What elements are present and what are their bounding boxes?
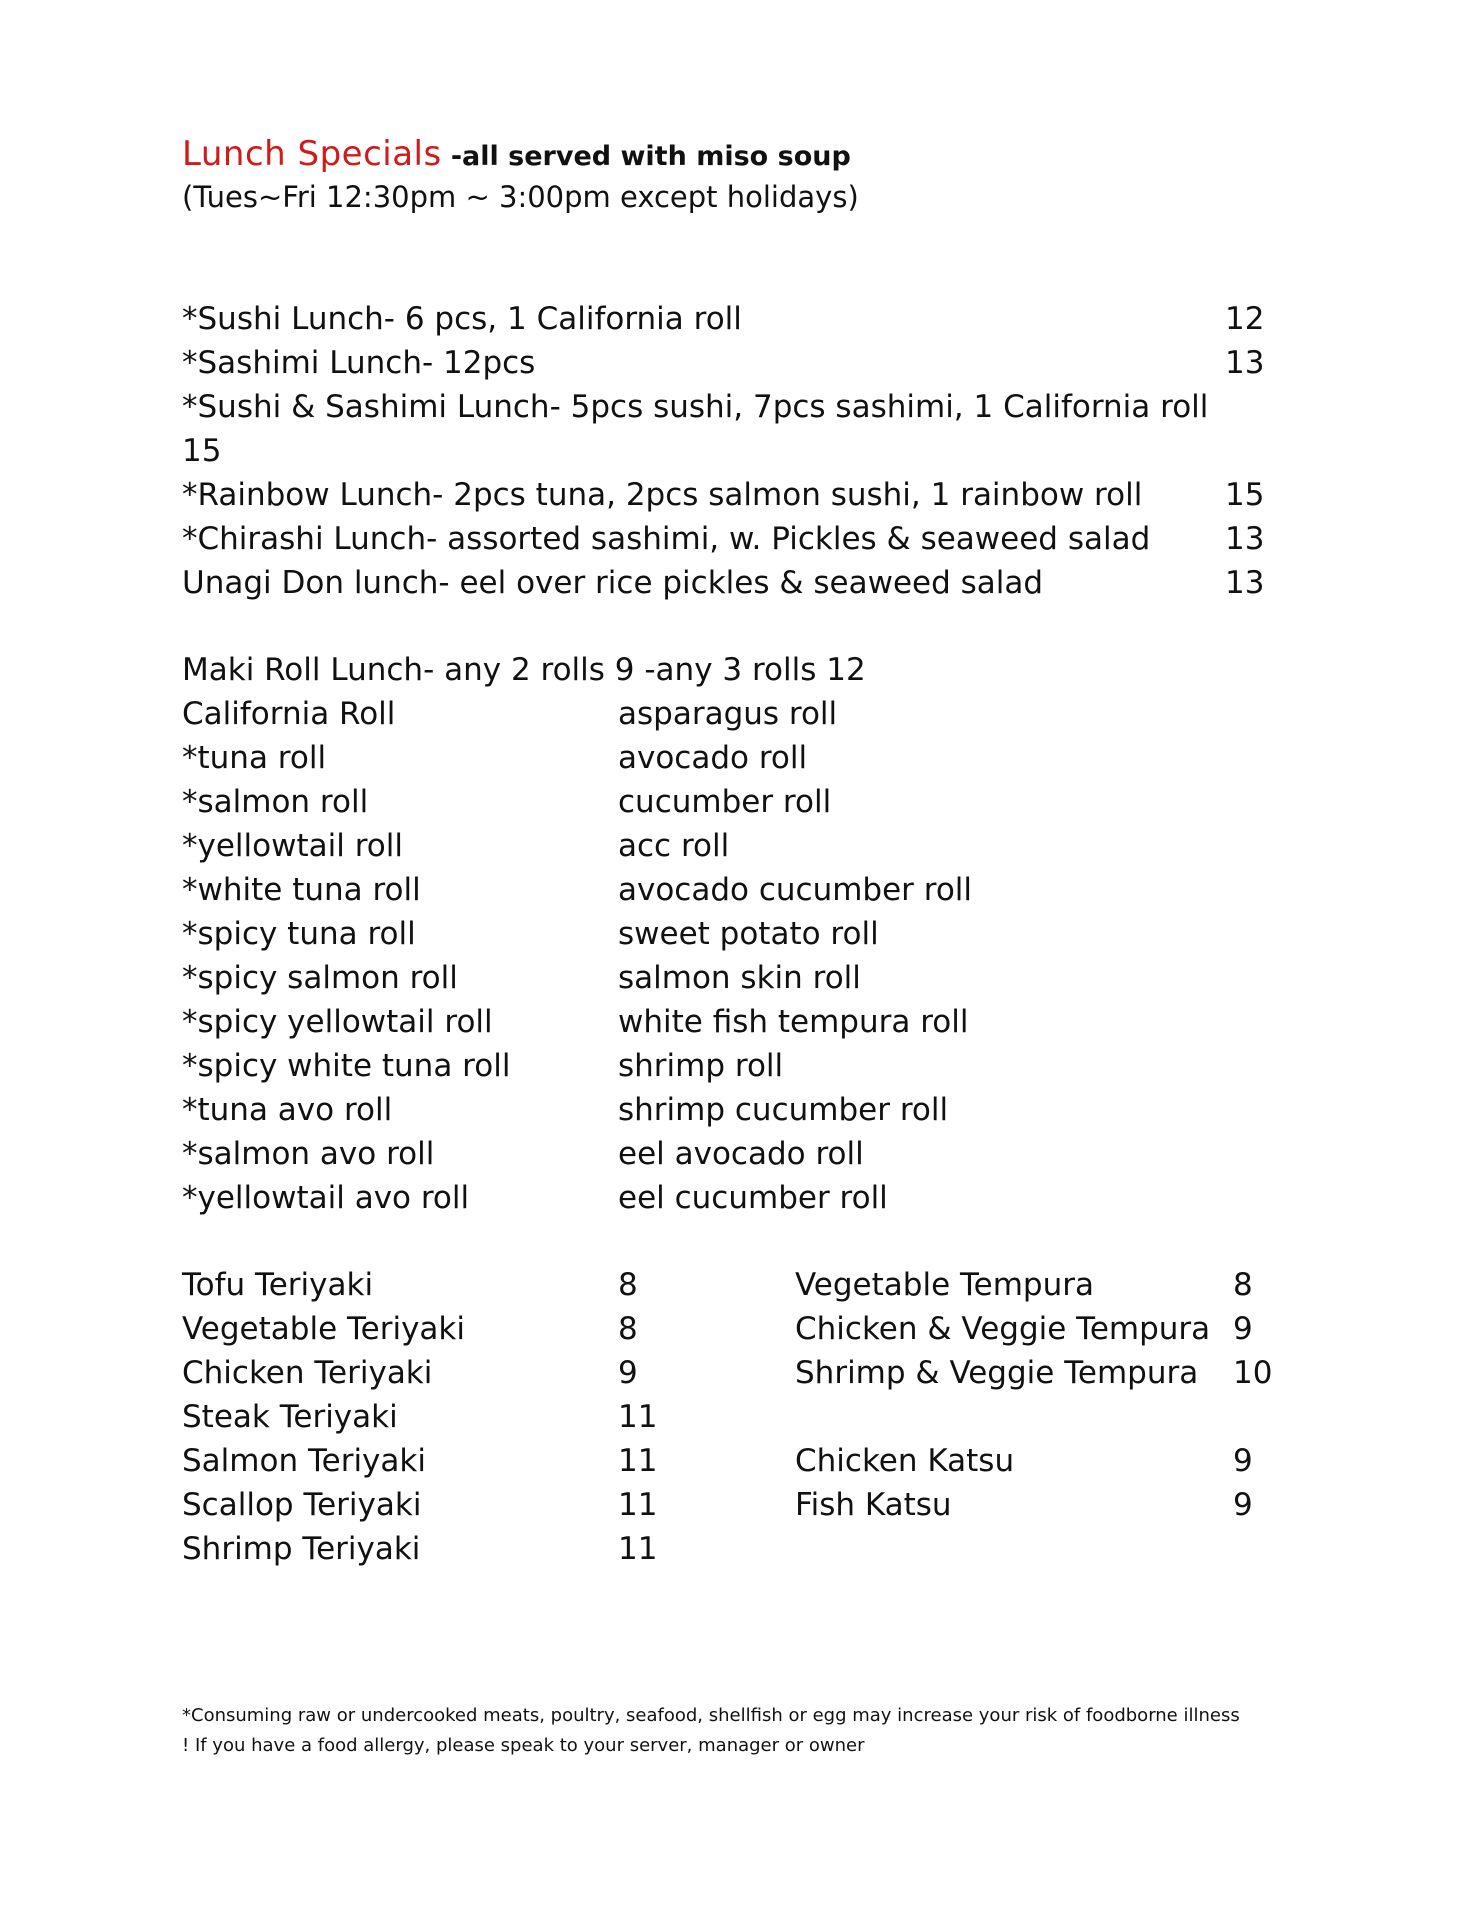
special-item-name: *Rainbow Lunch- 2pcs tuna, 2pcs salmon sushi, 1 rainbow roll bbox=[182, 477, 1143, 513]
special-item-name: *Sushi & Sashimi Lunch- 5pcs sushi, 7pcs sashimi, 1 California roll bbox=[182, 389, 1209, 425]
special-item-name: *Sashimi Lunch- 12pcs bbox=[182, 345, 536, 381]
tempura-item-name: Vegetable Tempura bbox=[795, 1267, 1094, 1303]
katsu-item-name: Fish Katsu bbox=[795, 1487, 952, 1523]
special-item-name: *Chirashi Lunch- assorted sashimi, w. Pickles & seaweed salad bbox=[182, 521, 1151, 557]
maki-roll-item: shrimp cucumber roll bbox=[618, 1092, 949, 1128]
maki-roll-item: *spicy white tuna roll bbox=[182, 1048, 511, 1084]
maki-roll-item: shrimp roll bbox=[618, 1048, 784, 1084]
maki-roll-item: eel avocado roll bbox=[618, 1136, 864, 1172]
tempura-item-price: 10 bbox=[1233, 1355, 1273, 1391]
maki-roll-item: *spicy yellowtail roll bbox=[182, 1004, 493, 1040]
katsu-item-name: Chicken Katsu bbox=[795, 1443, 1015, 1479]
special-item-price: 13 bbox=[1225, 565, 1265, 601]
maki-roll-item: *salmon avo roll bbox=[182, 1136, 435, 1172]
menu-header bbox=[182, 134, 851, 174]
maki-roll-item: avocado roll bbox=[618, 740, 808, 776]
tempura-item-name: Shrimp & Veggie Tempura bbox=[795, 1355, 1199, 1391]
teriyaki-item-name: Salmon Teriyaki bbox=[182, 1443, 426, 1479]
special-item-price: 15 bbox=[1225, 477, 1265, 513]
maki-roll-item: cucumber roll bbox=[618, 784, 832, 820]
maki-roll-item: *yellowtail roll bbox=[182, 828, 403, 864]
menu-subtitle: -all served with miso soup bbox=[450, 141, 851, 172]
teriyaki-item-name: Chicken Teriyaki bbox=[182, 1355, 433, 1391]
maki-roll-item: white fish tempura roll bbox=[618, 1004, 969, 1040]
special-item-price: 13 bbox=[1225, 521, 1265, 557]
special-item-name: *Sushi Lunch- 6 pcs, 1 California roll bbox=[182, 301, 742, 337]
maki-roll-item: *tuna avo roll bbox=[182, 1092, 393, 1128]
allergy-notice: ! If you have a food allergy, please speak to your server, manager or owner bbox=[182, 1735, 865, 1756]
maki-roll-item: eel cucumber roll bbox=[618, 1180, 888, 1216]
menu-title: Lunch Specials bbox=[182, 134, 442, 174]
maki-roll-item: *white tuna roll bbox=[182, 872, 421, 908]
teriyaki-item-price: 11 bbox=[618, 1531, 658, 1567]
special-item-name: Unagi Don lunch- eel over rice pickles & seaweed salad bbox=[182, 565, 1044, 601]
maki-roll-item: *salmon roll bbox=[182, 784, 369, 820]
special-item-price: 12 bbox=[1225, 301, 1265, 337]
tempura-item-name: Chicken & Veggie Tempura bbox=[795, 1311, 1211, 1347]
maki-roll-item: *spicy tuna roll bbox=[182, 916, 416, 952]
teriyaki-item-price: 11 bbox=[618, 1443, 658, 1479]
tempura-item-price: 9 bbox=[1233, 1311, 1253, 1347]
special-item-price: 15 bbox=[182, 433, 222, 469]
raw-food-warning: *Consuming raw or undercooked meats, poultry, seafood, shellfish or egg may increase your risk of foodborne illness bbox=[182, 1705, 1240, 1726]
teriyaki-item-price: 8 bbox=[618, 1311, 638, 1347]
maki-roll-item: asparagus roll bbox=[618, 696, 838, 732]
maki-roll-item: *tuna roll bbox=[182, 740, 327, 776]
maki-roll-item: *spicy salmon roll bbox=[182, 960, 458, 996]
tempura-item-price: 8 bbox=[1233, 1267, 1253, 1303]
teriyaki-item-name: Vegetable Teriyaki bbox=[182, 1311, 465, 1347]
maki-heading: Maki Roll Lunch- any 2 rolls 9 -any 3 rolls 12 bbox=[182, 652, 866, 688]
katsu-item-price: 9 bbox=[1233, 1443, 1253, 1479]
maki-roll-item: *yellowtail avo roll bbox=[182, 1180, 470, 1216]
teriyaki-item-name: Tofu Teriyaki bbox=[182, 1267, 374, 1303]
teriyaki-item-price: 11 bbox=[618, 1399, 658, 1435]
teriyaki-item-name: Shrimp Teriyaki bbox=[182, 1531, 421, 1567]
maki-roll-item: acc roll bbox=[618, 828, 730, 864]
maki-roll-item: salmon skin roll bbox=[618, 960, 861, 996]
katsu-item-price: 9 bbox=[1233, 1487, 1253, 1523]
teriyaki-item-name: Steak Teriyaki bbox=[182, 1399, 398, 1435]
maki-roll-item: avocado cucumber roll bbox=[618, 872, 973, 908]
maki-roll-item: sweet potato roll bbox=[618, 916, 879, 952]
teriyaki-item-name: Scallop Teriyaki bbox=[182, 1487, 422, 1523]
teriyaki-item-price: 8 bbox=[618, 1267, 638, 1303]
serving-hours: (Tues~Fri 12:30pm ~ 3:00pm except holidays) bbox=[182, 180, 859, 214]
teriyaki-item-price: 9 bbox=[618, 1355, 638, 1391]
maki-roll-item: California Roll bbox=[182, 696, 396, 732]
teriyaki-item-price: 11 bbox=[618, 1487, 658, 1523]
special-item-price: 13 bbox=[1225, 345, 1265, 381]
